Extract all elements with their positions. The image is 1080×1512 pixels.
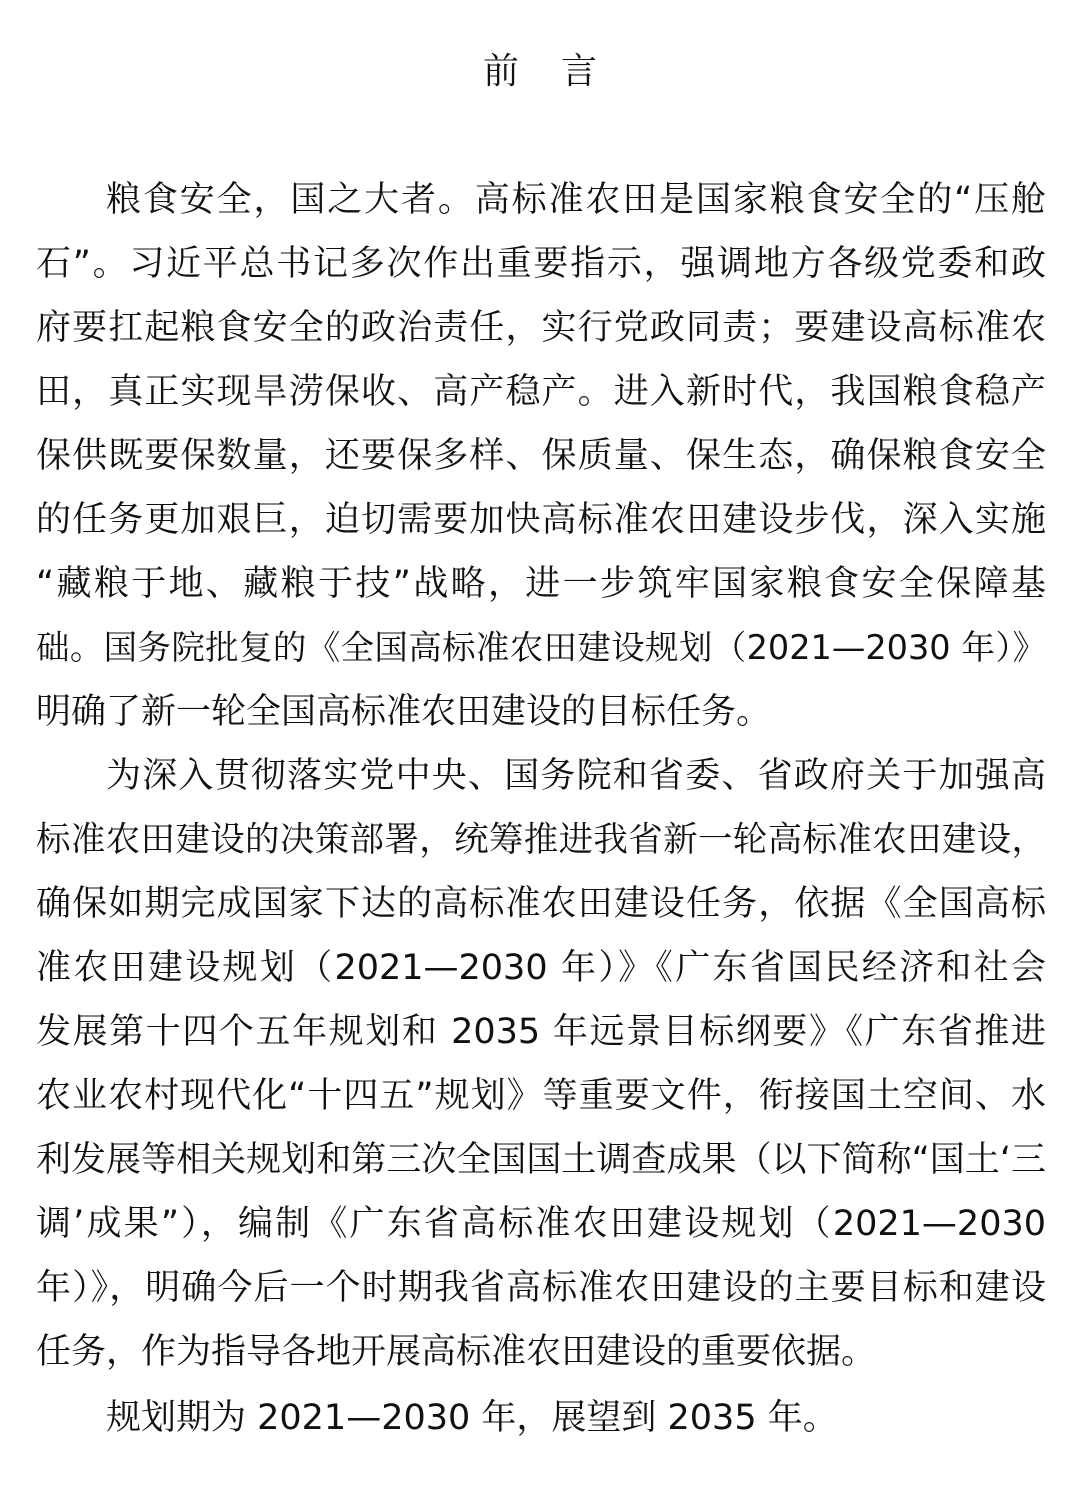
page-title: 前言 (482, 51, 639, 92)
text-line: 利发展等相关规划和第三次全国国土调查成果（以下简称“国土‘三 (36, 1140, 1046, 1180)
text-line: 石”。习近平总书记多次作出重要指示，强调地方各级党委和政 (36, 244, 1046, 284)
text-line: 保供既要保数量，还要保多样、保质量、保生态，确保粮食安全 (36, 436, 1046, 476)
text-line: 发展第十四个五年规划和 2035 年远景目标纲要》《广东省推进 (36, 1012, 1046, 1052)
text-line: 农业农村现代化“十四五”规划》等重要文件，衔接国土空间、水 (36, 1076, 1046, 1116)
text-line: 明确了新一轮全国高标准农田建设的目标任务。 (36, 692, 772, 732)
text-line: 确保如期完成国家下达的高标准农田建设任务，依据《全国高标 (36, 884, 1046, 924)
text-line: 准农田建设规划（2021—2030 年）》《广东省国民经济和社会 (36, 948, 1046, 988)
text-line: 础。国务院批复的《全国高标准农田建设规划（2021—2030 年）》 (36, 628, 1046, 667)
text-line: “藏粮于地、藏粮于技”战略，进一步筑牢国家粮食安全保障基 (36, 564, 1046, 604)
text-line: 年）》，明确今后一个时期我省高标准农田建设的主要目标和建设 (36, 1268, 1046, 1308)
text-line: 调’成果”），编制《广东省高标准农田建设规划（2021—2030 (36, 1204, 1046, 1244)
text-line: 粮食安全，国之大者。高标准农田是国家粮食安全的“压舱 (106, 180, 1046, 220)
text-line: 规划期为 2021—2030 年，展望到 2035 年。 (106, 1398, 838, 1438)
text-line: 田，真正实现旱涝保收、高产稳产。进入新时代，我国粮食稳产 (36, 372, 1046, 412)
text-line: 为深入贯彻落实党中央、国务院和省委、省政府关于加强高 (106, 756, 1046, 796)
text-line: 任务，作为指导各地开展高标准农田建设的重要依据。 (36, 1332, 877, 1372)
text-line: 标准农田建设的决策部署，统筹推进我省新一轮高标准农田建设， (36, 820, 1046, 860)
text-line: 的任务更加艰巨，迫切需要加快高标准农田建设步伐，深入实施 (36, 500, 1046, 540)
text-line: 府要扛起粮食安全的政治责任，实行党政同责；要建设高标准农 (36, 308, 1046, 348)
